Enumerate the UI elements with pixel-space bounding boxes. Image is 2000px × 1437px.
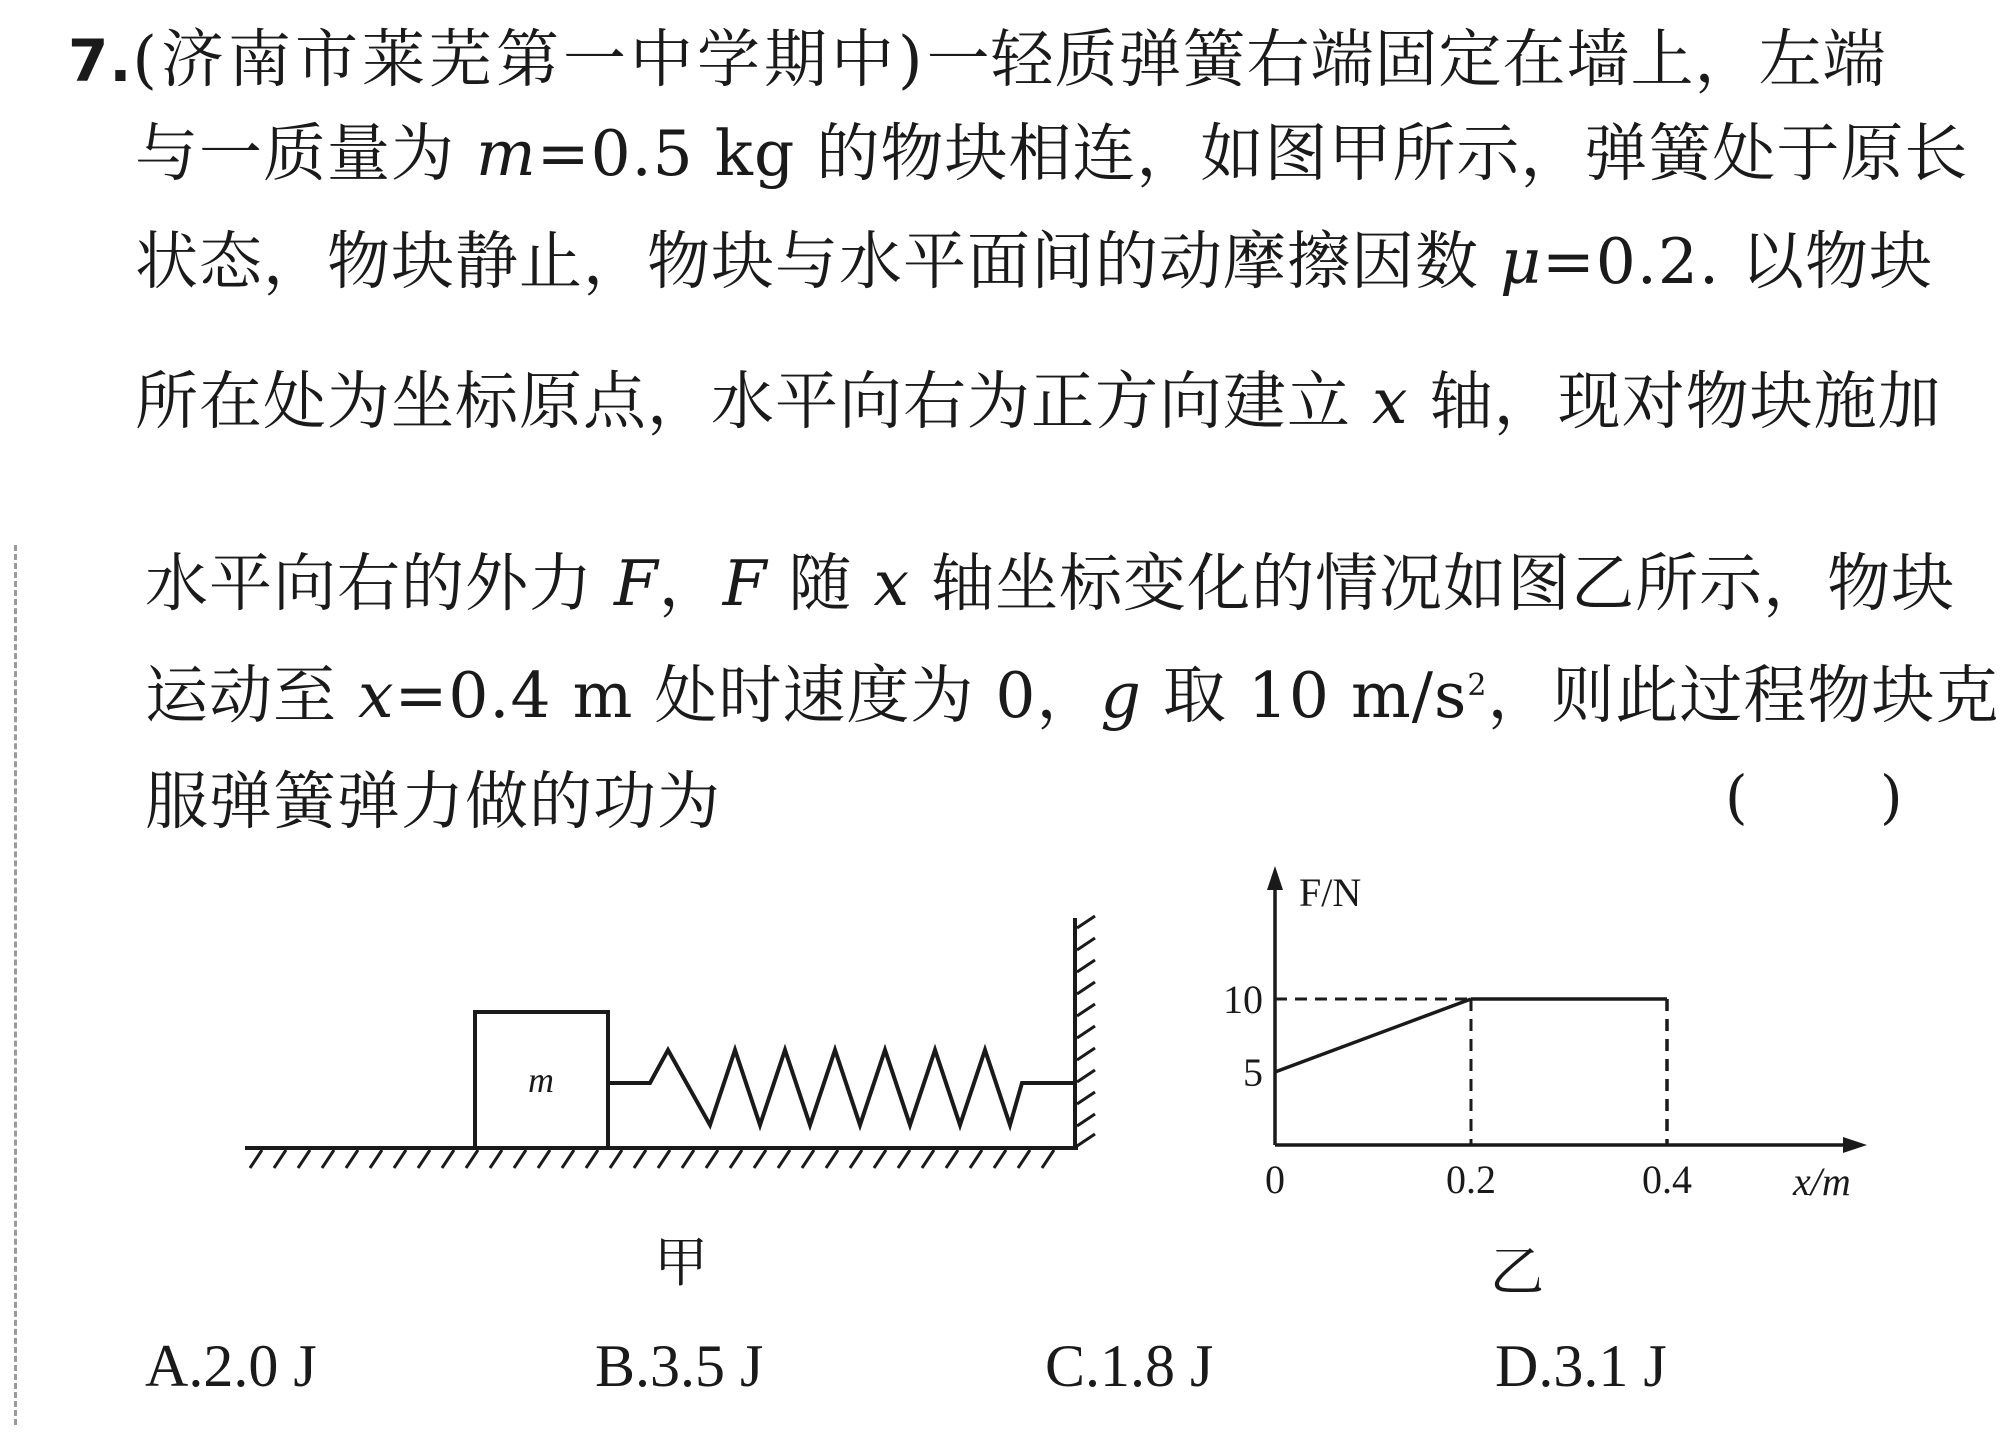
block-label: m bbox=[528, 1060, 554, 1100]
answer-paren-right: ) bbox=[1880, 763, 1903, 831]
spring bbox=[608, 1050, 1075, 1125]
x-tick-label-0.4: 0.4 bbox=[1642, 1157, 1692, 1202]
y-tick-label-10: 10 bbox=[1223, 977, 1263, 1022]
option-d-value: 3.1 J bbox=[1553, 1333, 1667, 1399]
y-axis-arrow bbox=[1267, 866, 1283, 890]
question-line-4: 所在处为坐标原点，水平向右为正方向建立 x 轴，现对物块施加 bbox=[135, 365, 1942, 438]
option-c[interactable] bbox=[1045, 1333, 1214, 1399]
question-line-2: 与一质量为 m=0.5 kg 的物块相连，如图甲所示，弹簧处于原长 bbox=[135, 117, 1969, 190]
option-b[interactable] bbox=[595, 1333, 764, 1399]
question-line-1: 7.(济南市莱芜第一中学期中)一轻质弹簧右端固定在墙上，左端 bbox=[68, 23, 1887, 96]
x-tick-label-0: 0 bbox=[1265, 1157, 1285, 1202]
option-b-label: B. bbox=[595, 1333, 651, 1399]
option-a-label: A. bbox=[145, 1333, 204, 1399]
figure-yi-chart bbox=[1180, 860, 1851, 1204]
y-tick-label-5: 5 bbox=[1243, 1050, 1263, 1095]
wall-hatching bbox=[1077, 916, 1095, 1146]
option-a-value: 2.0 J bbox=[203, 1333, 317, 1399]
option-c-label: C. bbox=[1045, 1333, 1101, 1399]
option-a[interactable] bbox=[145, 1333, 317, 1399]
figure-yi-caption: 乙 bbox=[1490, 1240, 1544, 1303]
question-number: 7. bbox=[68, 27, 133, 95]
y-axis-label: F/N bbox=[1299, 870, 1362, 915]
question-line-5: 水平向右的外力 F，F 随 x 轴坐标变化的情况如图乙所示，物块 bbox=[145, 547, 1956, 620]
option-c-value: 1.8 J bbox=[1100, 1333, 1214, 1399]
question-source: (济南市莱芜第一中学期中) bbox=[132, 23, 927, 96]
question-line-6: 运动至 x=0.4 m 处时速度为 0，g 取 10 $m/s^2$，则此过程物块克 bbox=[145, 659, 2000, 732]
option-d-label: D. bbox=[1495, 1333, 1554, 1399]
option-b-value: 3.5 J bbox=[650, 1333, 764, 1399]
figure-jia-caption: 甲 bbox=[654, 1231, 708, 1294]
option-d[interactable] bbox=[1495, 1333, 1667, 1399]
x-axis-label: x/m bbox=[1793, 1159, 1851, 1204]
question-line-3: 状态，物块静止，物块与水平面间的动摩擦因数 μ=0.2. 以物块 bbox=[135, 225, 1934, 298]
x-tick-label-0.2: 0.2 bbox=[1446, 1157, 1496, 1202]
floor-hatching bbox=[250, 1150, 1054, 1168]
question-line-7: 服弹簧弹力做的功为 bbox=[145, 765, 721, 838]
answer-paren-left: ( bbox=[1725, 763, 1748, 831]
series-0-segment-0 bbox=[1275, 999, 1471, 1072]
